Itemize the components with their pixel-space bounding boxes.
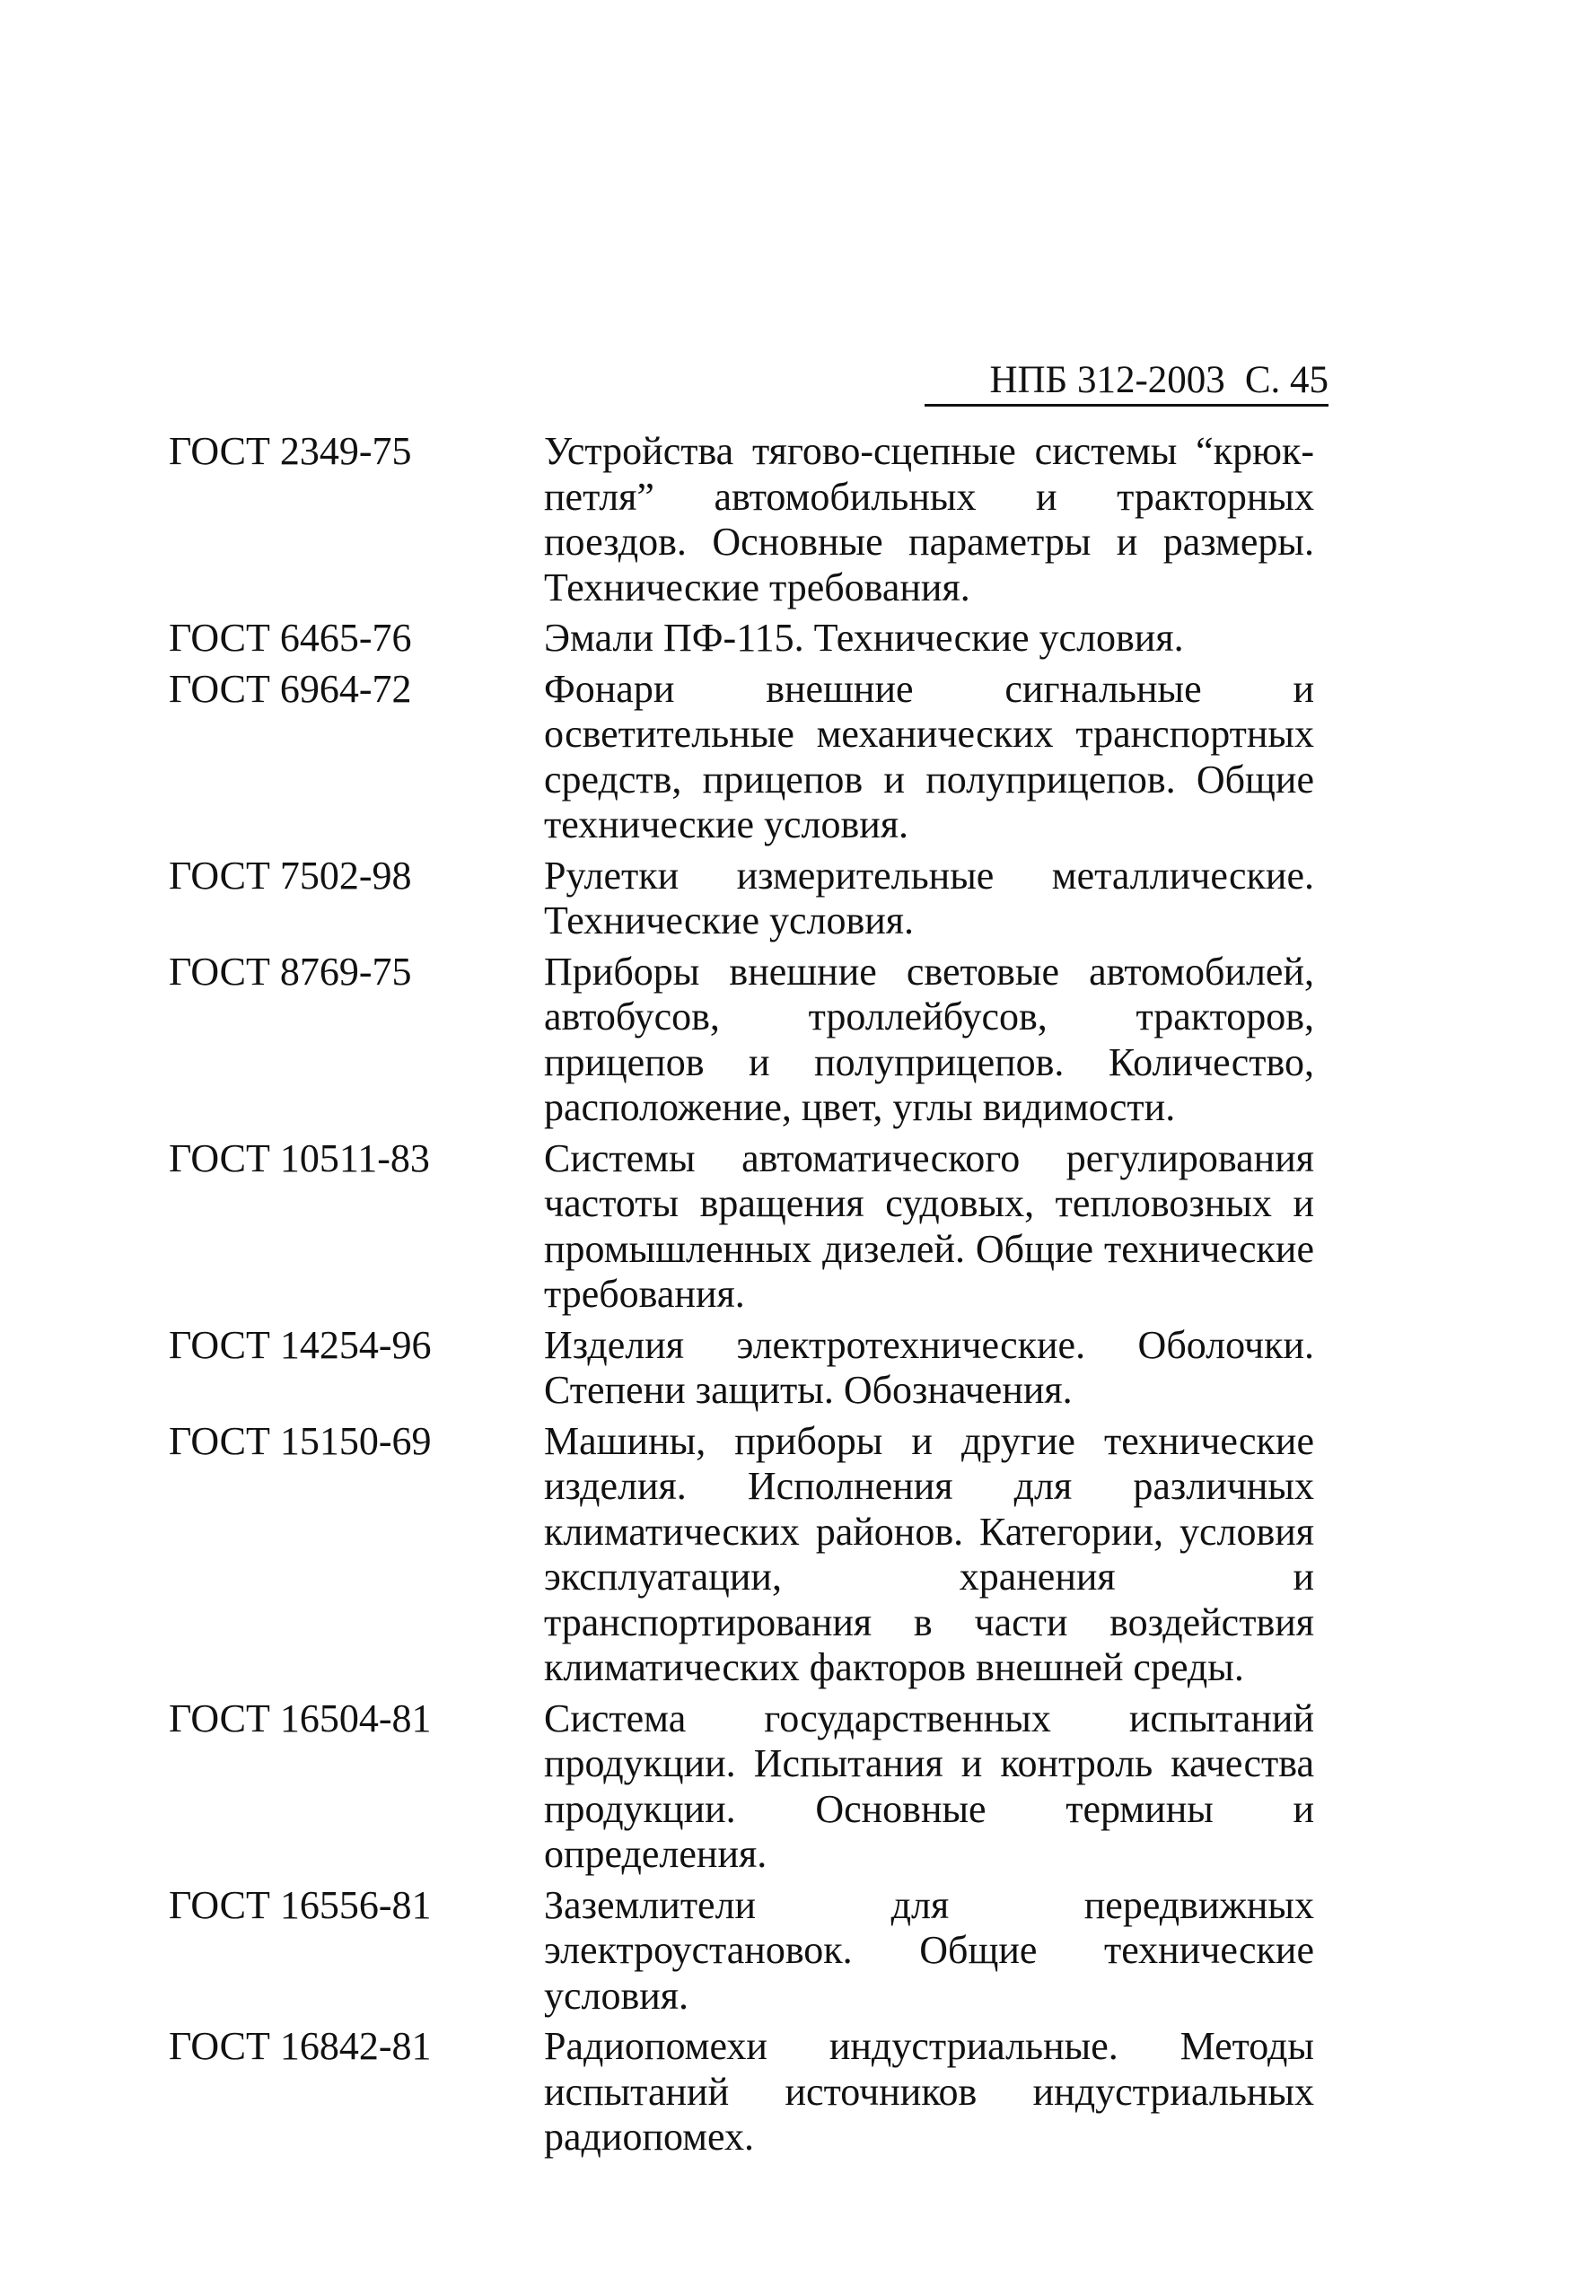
reference-row	[169, 667, 1327, 848]
standard-code: ГОСТ 8769-75	[169, 949, 412, 994]
normative-references-list	[169, 429, 1327, 2166]
reference-row	[169, 1883, 1327, 2020]
document-code: НПБ 312-2003	[989, 359, 1225, 401]
standard-code: ГОСТ 6465-76	[169, 616, 412, 660]
reference-row	[169, 616, 1327, 662]
page-number: С. 45	[1244, 359, 1329, 401]
reference-row	[169, 1696, 1327, 1878]
standard-code: ГОСТ 6964-72	[169, 666, 412, 711]
standard-title: Системы автоматического регулирования частоты вращения судовых, тепловозных и промышленных дизелей. Общие технические требования.	[544, 1135, 1314, 1316]
standard-title: Система государственных испытаний продукции. Испытания и контроль качества продукции. Основные термины и определения.	[544, 1696, 1314, 1876]
standard-title: Машины, приборы и другие технические изделия. Исполнения для различных климатических районов. Категории, условия эксплуатации, хранения и транспортирования в части воздействия климатических факторов внешней среды.	[544, 1418, 1314, 1689]
standard-title: Радиопомехи индустриальные. Методы испытаний источников индустриальных радиопомех.	[544, 2024, 1314, 2159]
reference-row	[169, 429, 1327, 610]
reference-row	[169, 1323, 1327, 1414]
standard-title: Рулетки измерительные металлические. Технические условия.	[544, 853, 1314, 942]
standard-code: ГОСТ 15150-69	[169, 1418, 432, 1463]
standard-code: ГОСТ 10511-83	[169, 1135, 430, 1180]
standard-title: Фонари внешние сигнальные и осветительные механических транспортных средств, прицепов и полуприцепов. Общие технические условия.	[544, 666, 1314, 846]
reference-row	[169, 950, 1327, 1131]
reference-row	[169, 2024, 1327, 2160]
standard-title: Эмали ПФ-115. Технические условия.	[544, 616, 1184, 660]
standard-code: ГОСТ 16504-81	[169, 1696, 432, 1740]
standard-code: ГОСТ 16842-81	[169, 2024, 432, 2068]
standard-title: Приборы внешние световые автомобилей, автобусов, троллейбусов, тракторов, прицепов и полуприцепов. Количество, расположение, цвет, углы видимости.	[544, 949, 1314, 1129]
running-header	[925, 357, 1329, 407]
standard-code: ГОСТ 2349-75	[169, 429, 412, 473]
reference-row	[169, 854, 1327, 944]
standard-title: Изделия электротехнические. Оболочки. Степени защиты. Обозначения.	[544, 1322, 1314, 1412]
reference-row	[169, 1419, 1327, 1691]
standard-title: Устройства тягово-сцепные системы “крюк-петля” автомобильных и тракторных поездов. Основные параметры и размеры. Технические требования.	[544, 429, 1314, 609]
standard-code: ГОСТ 7502-98	[169, 853, 412, 898]
standard-code: ГОСТ 16556-81	[169, 1882, 432, 1927]
reference-row	[169, 1136, 1327, 1318]
standard-code: ГОСТ 14254-96	[169, 1322, 432, 1367]
standard-title: Заземлители для передвижных электроустановок. Общие технические условия.	[544, 1882, 1314, 2018]
